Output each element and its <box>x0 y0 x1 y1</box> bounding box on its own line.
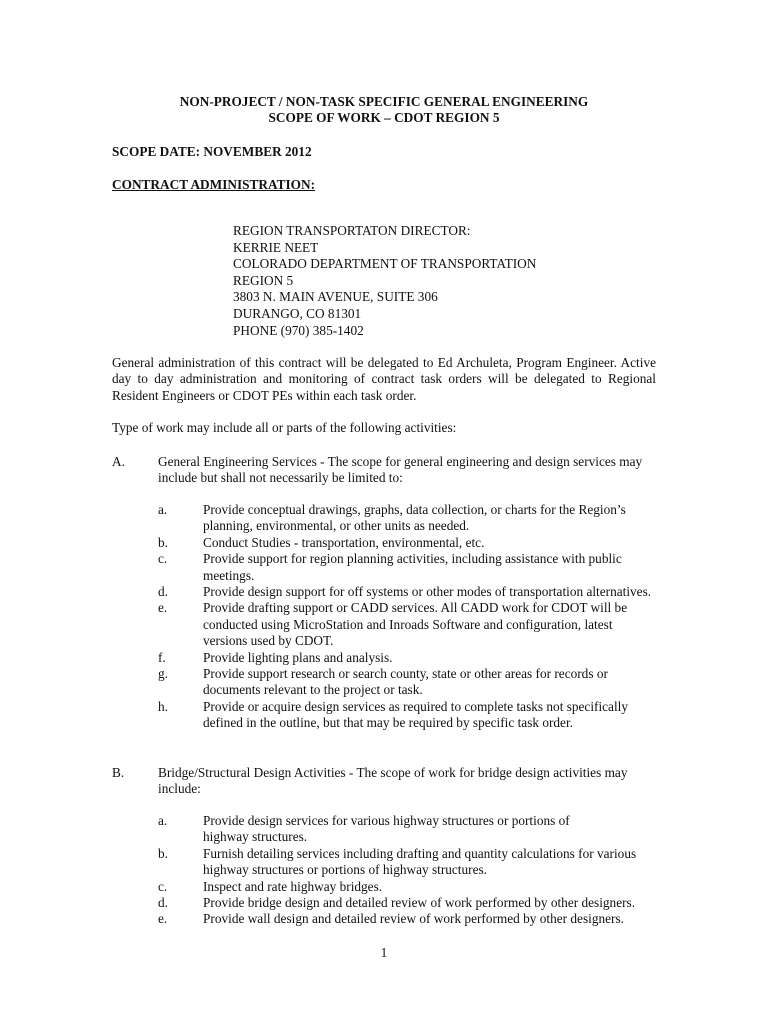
list-item-text: Provide design support for off systems or other modes of transportation alternatives. <box>203 584 652 600</box>
list-item-letter: b. <box>158 845 168 861</box>
section-a-items <box>158 502 658 732</box>
list-item-text: Conduct Studies - transportation, environmental, etc. <box>203 534 485 550</box>
section-a-heading: General Engineering Services - The scope for general engineering and design services may include but shall not necessarily be limited to: <box>158 454 643 486</box>
document-title-line-2: SCOPE OF WORK – CDOT REGION 5 <box>268 110 500 125</box>
address-line: PHONE (970) 385-1402 <box>233 322 364 338</box>
section-b-letter: B. <box>112 765 125 780</box>
list-item <box>158 502 658 535</box>
list-item-letter: c. <box>158 551 168 567</box>
address-line: DURANGO, CO 81301 <box>233 305 362 321</box>
list-item <box>158 584 658 600</box>
list-item-letter: e. <box>158 911 168 927</box>
list-item <box>158 699 658 732</box>
scope-date: SCOPE DATE: NOVEMBER 2012 <box>112 144 312 159</box>
list-item-text: Furnish detailing services including drafting and quantity calculations for various highway structures or portions of highway structures. <box>203 845 637 878</box>
address-line: 3803 N. MAIN AVENUE, SUITE 306 <box>233 289 438 305</box>
section-b-heading: Bridge/Structural Design Activities - The scope of work for bridge design activities may include: <box>158 765 628 797</box>
list-item-letter: d. <box>158 584 168 600</box>
list-item-text: Provide drafting support or CADD services. All CADD work for CDOT will be conducted using MicroStation and Inroads Software and configuration, latest versions used by CDOT. <box>203 600 628 649</box>
address-line: COLORADO DEPARTMENT OF TRANSPORTATION <box>233 256 537 272</box>
list-item-letter: b. <box>158 534 168 550</box>
admin-paragraph: General administration of this contract will be delegated to Ed Archuleta, Program Engineer. Active day to day administration and monitoring of contract task orders will be delegated to Regional Resident Engineers or CDOT PEs within each task order. <box>112 355 656 403</box>
list-item <box>158 813 658 846</box>
list-item-letter: g. <box>158 666 168 682</box>
list-item-letter: c. <box>158 878 168 894</box>
address-line: KERRIE NEET <box>233 239 319 255</box>
list-item <box>158 846 658 879</box>
list-item-text: Provide bridge design and detailed review of work performed by other designers. <box>203 895 636 911</box>
list-item-text: Provide or acquire design services as required to complete tasks not specifically defined in the outline, but that may be required by specific task order. <box>203 698 628 731</box>
list-item <box>158 911 658 927</box>
list-item-text: Provide design services for various highway structures or portions of highway structures. <box>203 813 570 845</box>
list-item-text: Inspect and rate highway bridges. <box>203 878 383 894</box>
list-item-text: Provide wall design and detailed review of work performed by other designers. <box>203 911 624 927</box>
list-item <box>158 650 658 666</box>
list-item-letter: f. <box>158 649 166 665</box>
list-item-letter: h. <box>158 698 168 714</box>
type-of-work-text: Type of work may include all or parts of the following activities: <box>112 420 457 435</box>
list-item-letter: e. <box>158 600 168 616</box>
list-item <box>158 600 658 649</box>
list-item-text: Provide support research or search county, state or other areas for records or documents relevant to the project or task. <box>203 666 608 698</box>
page-number: 1 <box>380 945 388 960</box>
list-item-letter: a. <box>158 502 168 517</box>
address-line: REGION 5 <box>233 272 294 288</box>
list-item-letter: a. <box>158 813 168 828</box>
list-item-text: Provide support for region planning activities, including assistance with public meetings. <box>203 551 622 583</box>
list-item <box>158 551 658 584</box>
list-item-text: Provide lighting plans and analysis. <box>203 649 393 665</box>
list-item <box>158 879 658 895</box>
document-title-line-1: NON-PROJECT / NON-TASK SPECIFIC GENERAL ENGINEERING <box>179 94 589 109</box>
address-block <box>233 223 536 339</box>
section-a-letter: A. <box>112 454 125 469</box>
address-line: REGION TRANSPORTATON DIRECTOR: <box>233 223 471 238</box>
contract-administration-heading: CONTRACT ADMINISTRATION: <box>112 177 316 192</box>
list-item <box>158 895 658 911</box>
section-b-items <box>158 813 658 928</box>
list-item <box>158 666 658 699</box>
list-item-letter: d. <box>158 895 168 911</box>
list-item-text: Provide conceptual drawings, graphs, data collection, or charts for the Region’s planning, environmental, or other units as needed. <box>203 502 626 534</box>
list-item <box>158 535 658 551</box>
